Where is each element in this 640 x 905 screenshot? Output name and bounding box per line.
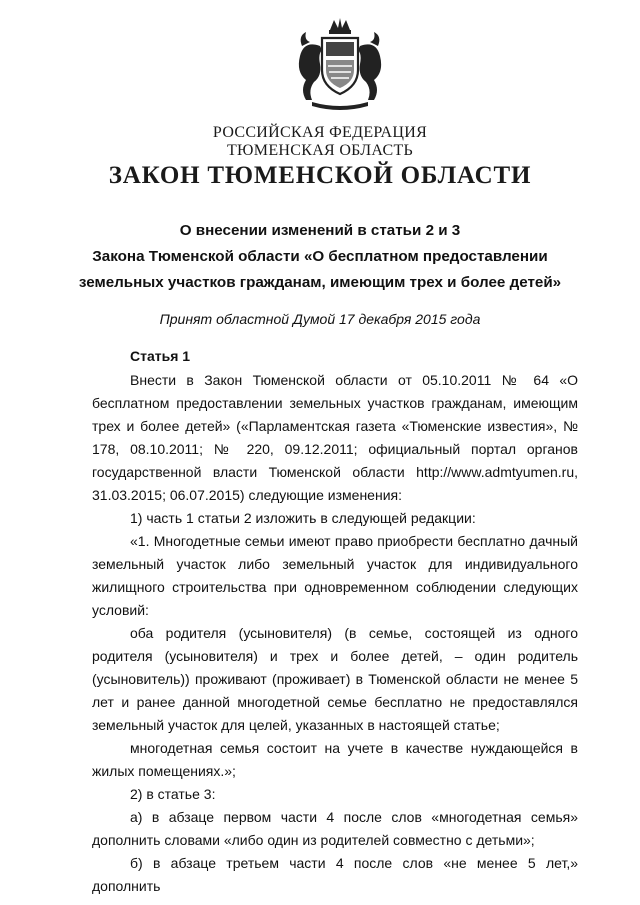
- article-body: [92, 369, 578, 898]
- article-paragraph: Внести в Закон Тюменской области от 05.10.2011 № 64 «О бесплатном предоставлении земельных участков гражданам, имеющим трех и более детей» («Парламентская газета «Тюменские известия», № 178, 08.10.2011; № 220, 09.12.2011; официальный портал органов государственной власти Тюменской области http://www.admtyumen.ru, 31.03.2015; 06.07.2015) следующие изменения:: [92, 372, 578, 503]
- coat-of-arms-emblem: [292, 16, 388, 114]
- article-paragraph: а) в абзаце первом части 4 после слов «многодетная семья» дополнить словами «либо один из родителей совместно с детьми»;: [92, 809, 578, 848]
- article-paragraph: «1. Многодетные семьи имеют право приобрести бесплатно дачный земельный участок либо земельный участок для индивидуального жилищного строительства при одновременном соблюдении следующих условий:: [92, 533, 578, 618]
- header-law-type: ЗАКОН ТЮМЕНСКОЙ ОБЛАСТИ: [108, 162, 532, 189]
- law-title-line: Закона Тюменской области «О бесплатном предоставлении: [92, 248, 548, 265]
- law-title-line: О внесении изменений в статьи 2 и 3: [179, 222, 461, 239]
- law-title: [60, 218, 580, 296]
- article-paragraph: 2) в статье 3:: [130, 786, 216, 802]
- article-paragraph: многодетная семья состоит на учете в качестве нуждающейся в жилых помещениях.»;: [92, 740, 578, 779]
- article-paragraph: оба родителя (усыновителя) (в семье, состоящей из одного родителя (усыновителя) и трех и более детей, – один родитель (усыновитель)) проживают (проживает) в Тюменской области не менее 5 лет и ранее данной многодетной семье бесплатно не предоставлялся земельный участок для целей, указанных в настоящей статье;: [92, 625, 578, 733]
- law-title-line: земельных участков гражданам, имеющим трех и более детей»: [78, 274, 562, 291]
- article-paragraph: б) в абзаце третьем части 4 после слов «не менее 5 лет,» дополнить: [92, 855, 578, 894]
- adoption-note: Принят областной Думой 17 декабря 2015 года: [159, 311, 481, 327]
- header-country: РОССИЙСКАЯ ФЕДЕРАЦИЯ: [212, 124, 428, 141]
- article-heading: Статья 1: [130, 348, 191, 364]
- article-paragraph: 1) часть 1 статьи 2 изложить в следующей редакции:: [130, 510, 476, 526]
- header-region: ТЮМЕНСКАЯ ОБЛАСТЬ: [226, 142, 414, 159]
